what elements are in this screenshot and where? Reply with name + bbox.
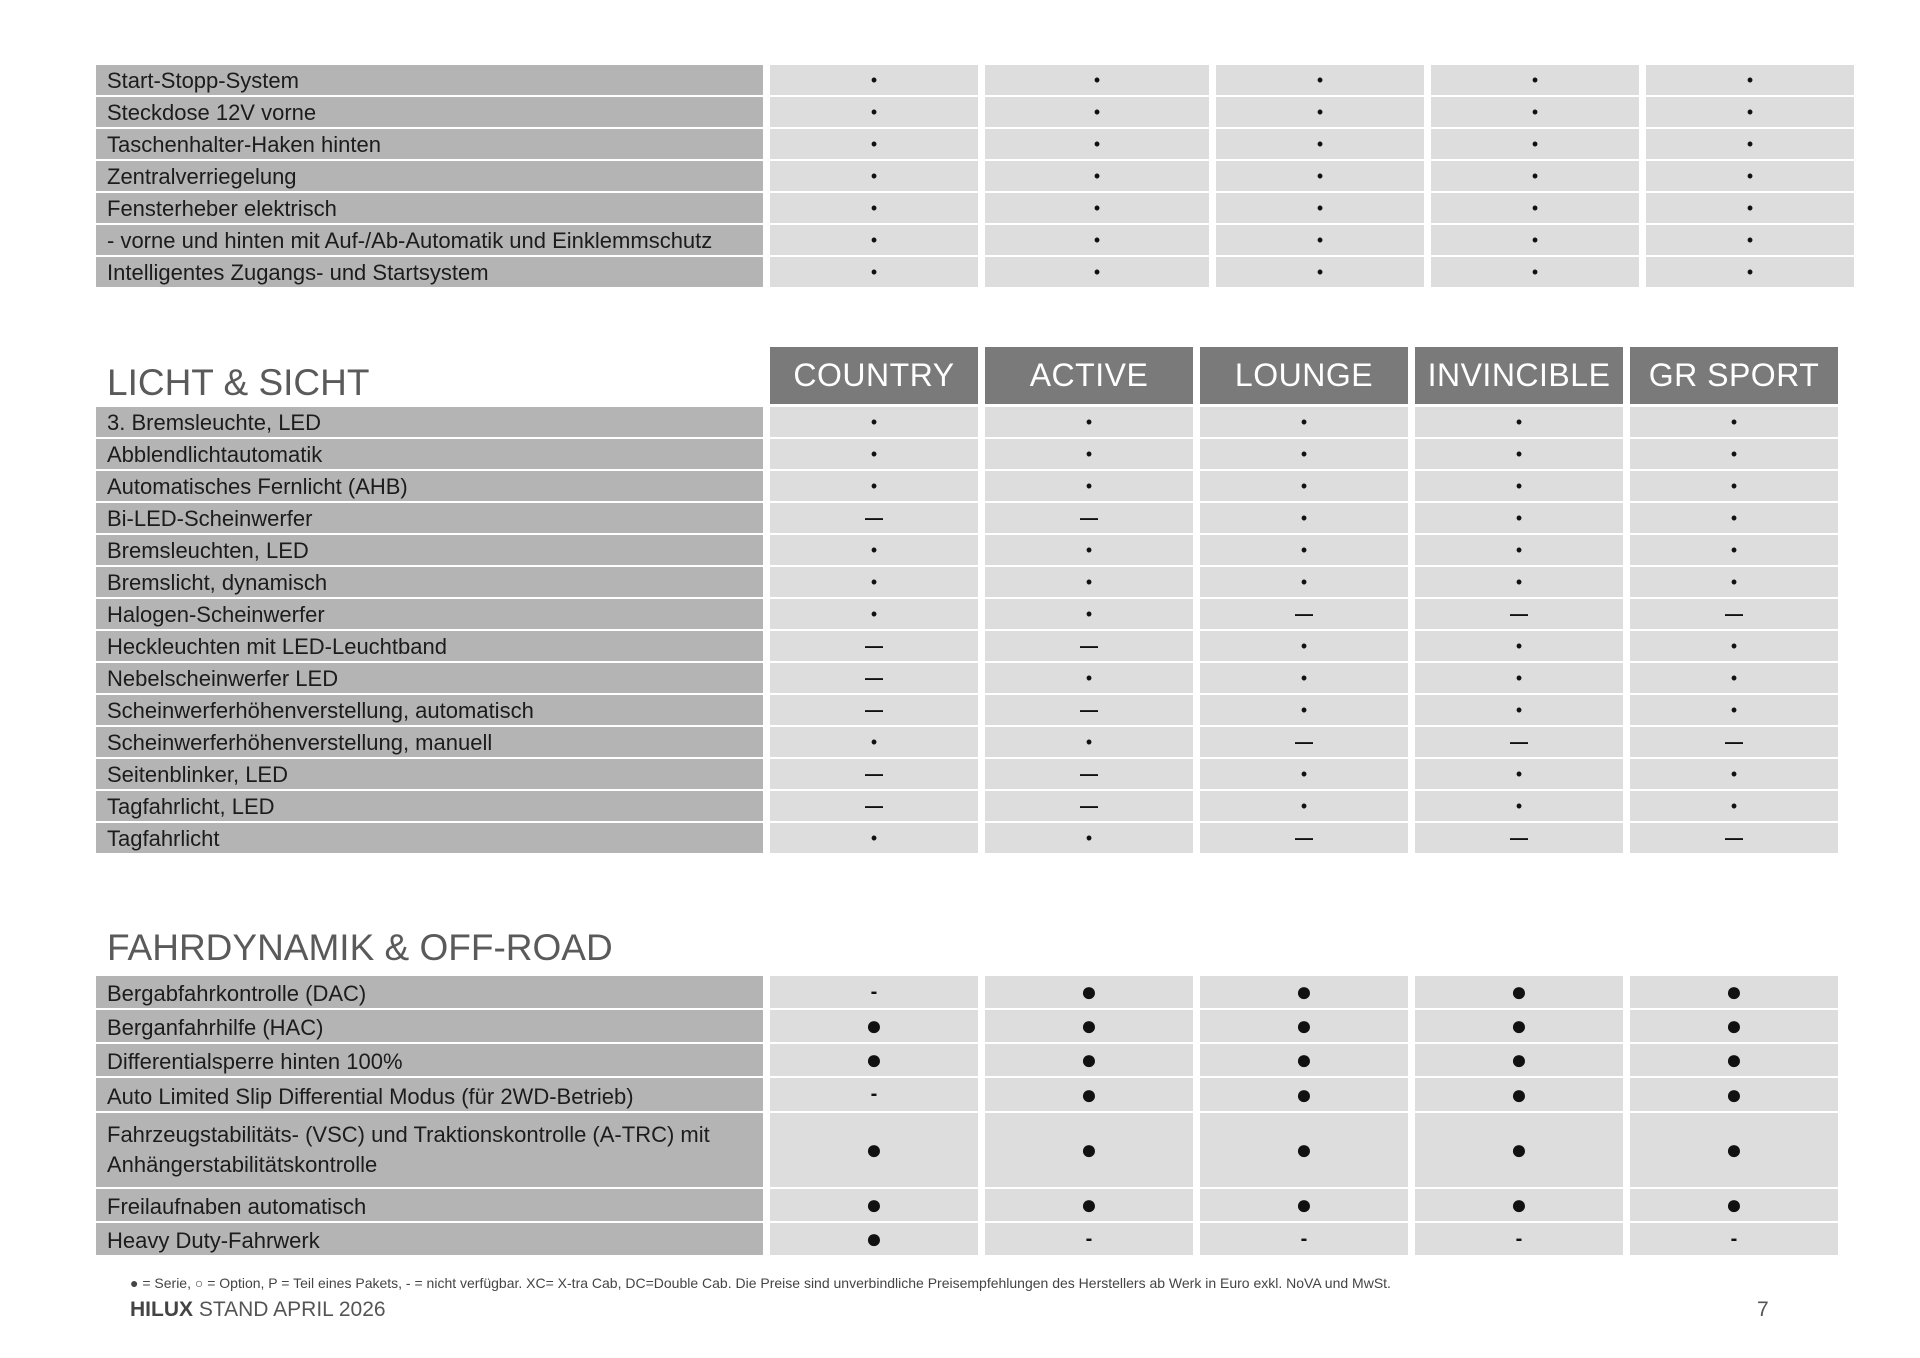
feature-cell: -	[1415, 1223, 1623, 1255]
feature-cell: ●	[770, 1044, 978, 1076]
feature-cell: •	[1200, 471, 1408, 501]
feature-cell: —	[1630, 823, 1838, 853]
feature-cell: —	[770, 663, 978, 693]
row-label: Start-Stopp-System	[96, 65, 763, 95]
feature-cell: —	[1200, 599, 1408, 629]
feature-cell: •	[770, 161, 978, 191]
feature-cell: •	[770, 471, 978, 501]
feature-cell: •	[770, 567, 978, 597]
legend-footnote: ● = Serie, ○ = Option, P = Teil eines Pakets, - = nicht verfügbar. XC= X-tra Cab, DC=Double Cab. Die Preise sind unverbindliche Preisempfehlungen des Herstellers ab Werk in Euro exkl. NoVA und MwSt.	[130, 1275, 1391, 1291]
feature-cell: —	[985, 791, 1193, 821]
row-label: Fahrzeugstabilitäts- (VSC) und Traktionskontrolle (A-TRC) mit Anhängerstabilitätskontrolle	[96, 1113, 763, 1187]
feature-cell: •	[1415, 759, 1623, 789]
page-number: 7	[1757, 1298, 1769, 1321]
feature-cell: •	[1216, 65, 1424, 95]
feature-cell: —	[985, 695, 1193, 725]
feature-cell: •	[985, 161, 1209, 191]
feature-cell: •	[985, 823, 1193, 853]
feature-cell: •	[1630, 567, 1838, 597]
table-row	[96, 1189, 1838, 1221]
row-label: Bremsleuchten, LED	[96, 535, 763, 565]
row-label: Halogen-Scheinwerfer	[96, 599, 763, 629]
row-label: Tagfahrlicht, LED	[96, 791, 763, 821]
feature-cell: •	[770, 823, 978, 853]
row-label: Bi-LED-Scheinwerfer	[96, 503, 763, 533]
footer-title	[130, 1298, 386, 1322]
feature-cell: •	[1216, 161, 1424, 191]
row-label: Berganfahrhilfe (HAC)	[96, 1010, 763, 1042]
feature-cell: •	[1646, 97, 1854, 127]
feature-cell: •	[1200, 535, 1408, 565]
feature-cell: •	[770, 727, 978, 757]
feature-cell: ●	[1415, 1044, 1623, 1076]
feature-cell: •	[1200, 407, 1408, 437]
feature-cell: •	[1646, 129, 1854, 159]
feature-cell: —	[1415, 599, 1623, 629]
feature-cell: •	[985, 439, 1193, 469]
feature-cell: •	[985, 599, 1193, 629]
feature-cell: •	[1630, 439, 1838, 469]
feature-cell: •	[1200, 567, 1408, 597]
feature-cell: ●	[985, 1078, 1193, 1111]
feature-cell: •	[985, 471, 1193, 501]
feature-cell: •	[1646, 161, 1854, 191]
feature-cell: ●	[770, 1113, 978, 1187]
feature-cell: •	[985, 65, 1209, 95]
feature-cell: •	[985, 257, 1209, 287]
feature-cell: ●	[985, 1189, 1193, 1221]
table-row	[96, 1044, 1838, 1076]
table-row	[96, 695, 1838, 725]
feature-cell: •	[985, 663, 1193, 693]
feature-cell: •	[985, 727, 1193, 757]
feature-cell: ●	[1630, 976, 1838, 1008]
feature-cell: •	[1630, 791, 1838, 821]
row-label: Heckleuchten mit LED-Leuchtband	[96, 631, 763, 661]
table-row	[96, 599, 1838, 629]
row-label: Differentialsperre hinten 100%	[96, 1044, 763, 1076]
feature-cell: —	[770, 503, 978, 533]
row-label: Automatisches Fernlicht (AHB)	[96, 471, 763, 501]
feature-cell: ●	[1200, 1113, 1408, 1187]
table-row	[96, 225, 1854, 255]
feature-cell: •	[1415, 695, 1623, 725]
table-row	[96, 976, 1838, 1008]
feature-cell: •	[985, 567, 1193, 597]
feature-cell: ●	[985, 1010, 1193, 1042]
feature-cell: —	[1415, 727, 1623, 757]
row-label: Taschenhalter-Haken hinten	[96, 129, 763, 159]
feature-cell: ●	[1200, 1078, 1408, 1111]
feature-cell: -	[985, 1223, 1193, 1255]
feature-cell: •	[1630, 503, 1838, 533]
feature-cell: •	[985, 129, 1209, 159]
feature-cell: •	[770, 225, 978, 255]
feature-cell: ●	[1415, 1078, 1623, 1111]
feature-cell: ●	[1200, 976, 1408, 1008]
feature-cell: ●	[1415, 1010, 1623, 1042]
feature-cell: ●	[1630, 1010, 1838, 1042]
table-row	[96, 823, 1838, 853]
feature-cell: •	[985, 97, 1209, 127]
row-label: Zentralverriegelung	[96, 161, 763, 191]
table-row	[96, 567, 1838, 597]
feature-cell: ●	[1415, 1113, 1623, 1187]
feature-cell: •	[770, 97, 978, 127]
feature-cell: —	[985, 631, 1193, 661]
feature-cell: •	[1415, 567, 1623, 597]
row-label: Heavy Duty-Fahrwerk	[96, 1223, 763, 1255]
feature-cell: •	[1200, 791, 1408, 821]
table-row	[96, 439, 1838, 469]
row-label: Fensterheber elektrisch	[96, 193, 763, 223]
feature-cell: —	[770, 759, 978, 789]
feature-cell: •	[1415, 663, 1623, 693]
feature-cell: -	[1630, 1223, 1838, 1255]
table-row	[96, 631, 1838, 661]
feature-cell: -	[770, 976, 978, 1008]
row-label: Scheinwerferhöhenverstellung, manuell	[96, 727, 763, 757]
feature-cell: •	[1630, 663, 1838, 693]
section-title-fahrdynamik: FAHRDYNAMIK & OFF-ROAD	[107, 927, 613, 968]
row-label: Bergabfahrkontrolle (DAC)	[96, 976, 763, 1008]
feature-cell: •	[985, 535, 1193, 565]
column-header-active: ACTIVE	[985, 347, 1193, 404]
table-row	[96, 407, 1838, 437]
feature-cell: —	[770, 695, 978, 725]
row-label: Auto Limited Slip Differential Modus (für 2WD-Betrieb)	[96, 1078, 763, 1111]
column-header-lounge: LOUNGE	[1200, 347, 1408, 404]
feature-cell: —	[985, 503, 1193, 533]
feature-cell: •	[985, 193, 1209, 223]
feature-cell: •	[1200, 759, 1408, 789]
feature-cell: •	[770, 535, 978, 565]
feature-cell: •	[770, 257, 978, 287]
feature-cell: •	[1216, 193, 1424, 223]
feature-cell: •	[1630, 471, 1838, 501]
feature-cell: •	[1646, 193, 1854, 223]
table-row	[96, 1078, 1838, 1111]
row-label: 3. Bremsleuchte, LED	[96, 407, 763, 437]
row-label: Bremslicht, dynamisch	[96, 567, 763, 597]
feature-cell: —	[1200, 823, 1408, 853]
feature-cell: —	[985, 759, 1193, 789]
table-row	[96, 471, 1838, 501]
section-header-licht-sicht	[96, 347, 1838, 404]
feature-cell: •	[985, 225, 1209, 255]
column-header-gr-sport: GR SPORT	[1630, 347, 1838, 404]
row-label: Scheinwerferhöhenverstellung, automatisch	[96, 695, 763, 725]
feature-cell: —	[1415, 823, 1623, 853]
row-label: Abblendlichtautomatik	[96, 439, 763, 469]
feature-cell: ●	[1630, 1113, 1838, 1187]
feature-cell: •	[1431, 225, 1639, 255]
feature-cell: •	[1200, 439, 1408, 469]
feature-cell: •	[1200, 695, 1408, 725]
feature-cell: -	[770, 1078, 978, 1111]
feature-cell: •	[1216, 225, 1424, 255]
feature-cell: •	[1431, 65, 1639, 95]
feature-cell: ●	[770, 1189, 978, 1221]
feature-cell: ●	[1415, 1189, 1623, 1221]
feature-cell: •	[1415, 471, 1623, 501]
feature-cell: •	[1216, 97, 1424, 127]
feature-cell: •	[1415, 535, 1623, 565]
table-row	[96, 97, 1854, 127]
feature-cell: ●	[1200, 1010, 1408, 1042]
feature-cell: •	[1415, 407, 1623, 437]
table-row	[96, 65, 1854, 95]
feature-cell: •	[1415, 631, 1623, 661]
table-row	[96, 129, 1854, 159]
row-label: Intelligentes Zugangs- und Startsystem	[96, 257, 763, 287]
feature-cell: —	[1630, 727, 1838, 757]
row-label: Tagfahrlicht	[96, 823, 763, 853]
column-header-country: COUNTRY	[770, 347, 978, 404]
feature-cell: ●	[1630, 1044, 1838, 1076]
feature-cell: •	[985, 407, 1193, 437]
feature-cell: •	[1431, 97, 1639, 127]
feature-cell: ●	[770, 1223, 978, 1255]
feature-cell: ●	[1630, 1189, 1838, 1221]
table-row	[96, 1223, 1838, 1255]
feature-cell: •	[1415, 503, 1623, 533]
feature-cell: •	[1415, 439, 1623, 469]
feature-cell: ●	[1415, 976, 1623, 1008]
feature-cell: •	[1216, 257, 1424, 287]
feature-cell: •	[1415, 791, 1623, 821]
table-row	[96, 503, 1838, 533]
column-header-invincible: INVINCIBLE	[1415, 347, 1623, 404]
feature-cell: -	[1200, 1223, 1408, 1255]
feature-cell: —	[770, 791, 978, 821]
feature-cell: •	[770, 439, 978, 469]
feature-cell: •	[770, 599, 978, 629]
table-row	[96, 663, 1838, 693]
feature-cell: ●	[985, 1113, 1193, 1187]
table-row	[96, 727, 1838, 757]
feature-cell: •	[1200, 631, 1408, 661]
feature-cell: •	[1646, 65, 1854, 95]
table-row	[96, 1010, 1838, 1042]
feature-cell: ●	[770, 1010, 978, 1042]
row-label: Seitenblinker, LED	[96, 759, 763, 789]
feature-cell: •	[1630, 631, 1838, 661]
feature-cell: •	[770, 407, 978, 437]
table-row	[96, 193, 1854, 223]
feature-cell: —	[1630, 599, 1838, 629]
feature-cell: •	[1200, 503, 1408, 533]
feature-cell: •	[1630, 535, 1838, 565]
feature-cell: ●	[1630, 1078, 1838, 1111]
feature-cell: •	[770, 193, 978, 223]
feature-cell: ●	[985, 976, 1193, 1008]
feature-cell: •	[770, 129, 978, 159]
feature-cell: ●	[1200, 1044, 1408, 1076]
feature-cell: ●	[985, 1044, 1193, 1076]
feature-cell: —	[770, 631, 978, 661]
feature-cell: •	[1646, 225, 1854, 255]
feature-cell: •	[1630, 695, 1838, 725]
feature-cell: •	[1216, 129, 1424, 159]
feature-cell: •	[1630, 759, 1838, 789]
feature-cell: •	[770, 65, 978, 95]
section-title: LICHT & SICHT	[107, 362, 370, 403]
feature-cell: •	[1431, 257, 1639, 287]
table-row	[96, 535, 1838, 565]
feature-cell: ●	[1200, 1189, 1408, 1221]
feature-cell: •	[1431, 129, 1639, 159]
feature-cell: •	[1200, 663, 1408, 693]
stand-date: STAND APRIL 2026	[198, 1298, 386, 1321]
feature-cell: •	[1431, 161, 1639, 191]
table-row	[96, 161, 1854, 191]
feature-cell: —	[1200, 727, 1408, 757]
row-label: - vorne und hinten mit Auf-/Ab-Automatik und Einklemmschutz	[96, 225, 763, 255]
row-label: Freilaufnaben automatisch	[96, 1189, 763, 1221]
row-label: Nebelscheinwerfer LED	[96, 663, 763, 693]
feature-cell: •	[1646, 257, 1854, 287]
table-row	[96, 1113, 1838, 1187]
feature-cell: •	[1431, 193, 1639, 223]
table-row	[96, 257, 1854, 287]
table-row	[96, 791, 1838, 821]
brand-name: HILUX	[130, 1298, 193, 1321]
feature-cell: •	[1630, 407, 1838, 437]
row-label: Steckdose 12V vorne	[96, 97, 763, 127]
table-row	[96, 759, 1838, 789]
